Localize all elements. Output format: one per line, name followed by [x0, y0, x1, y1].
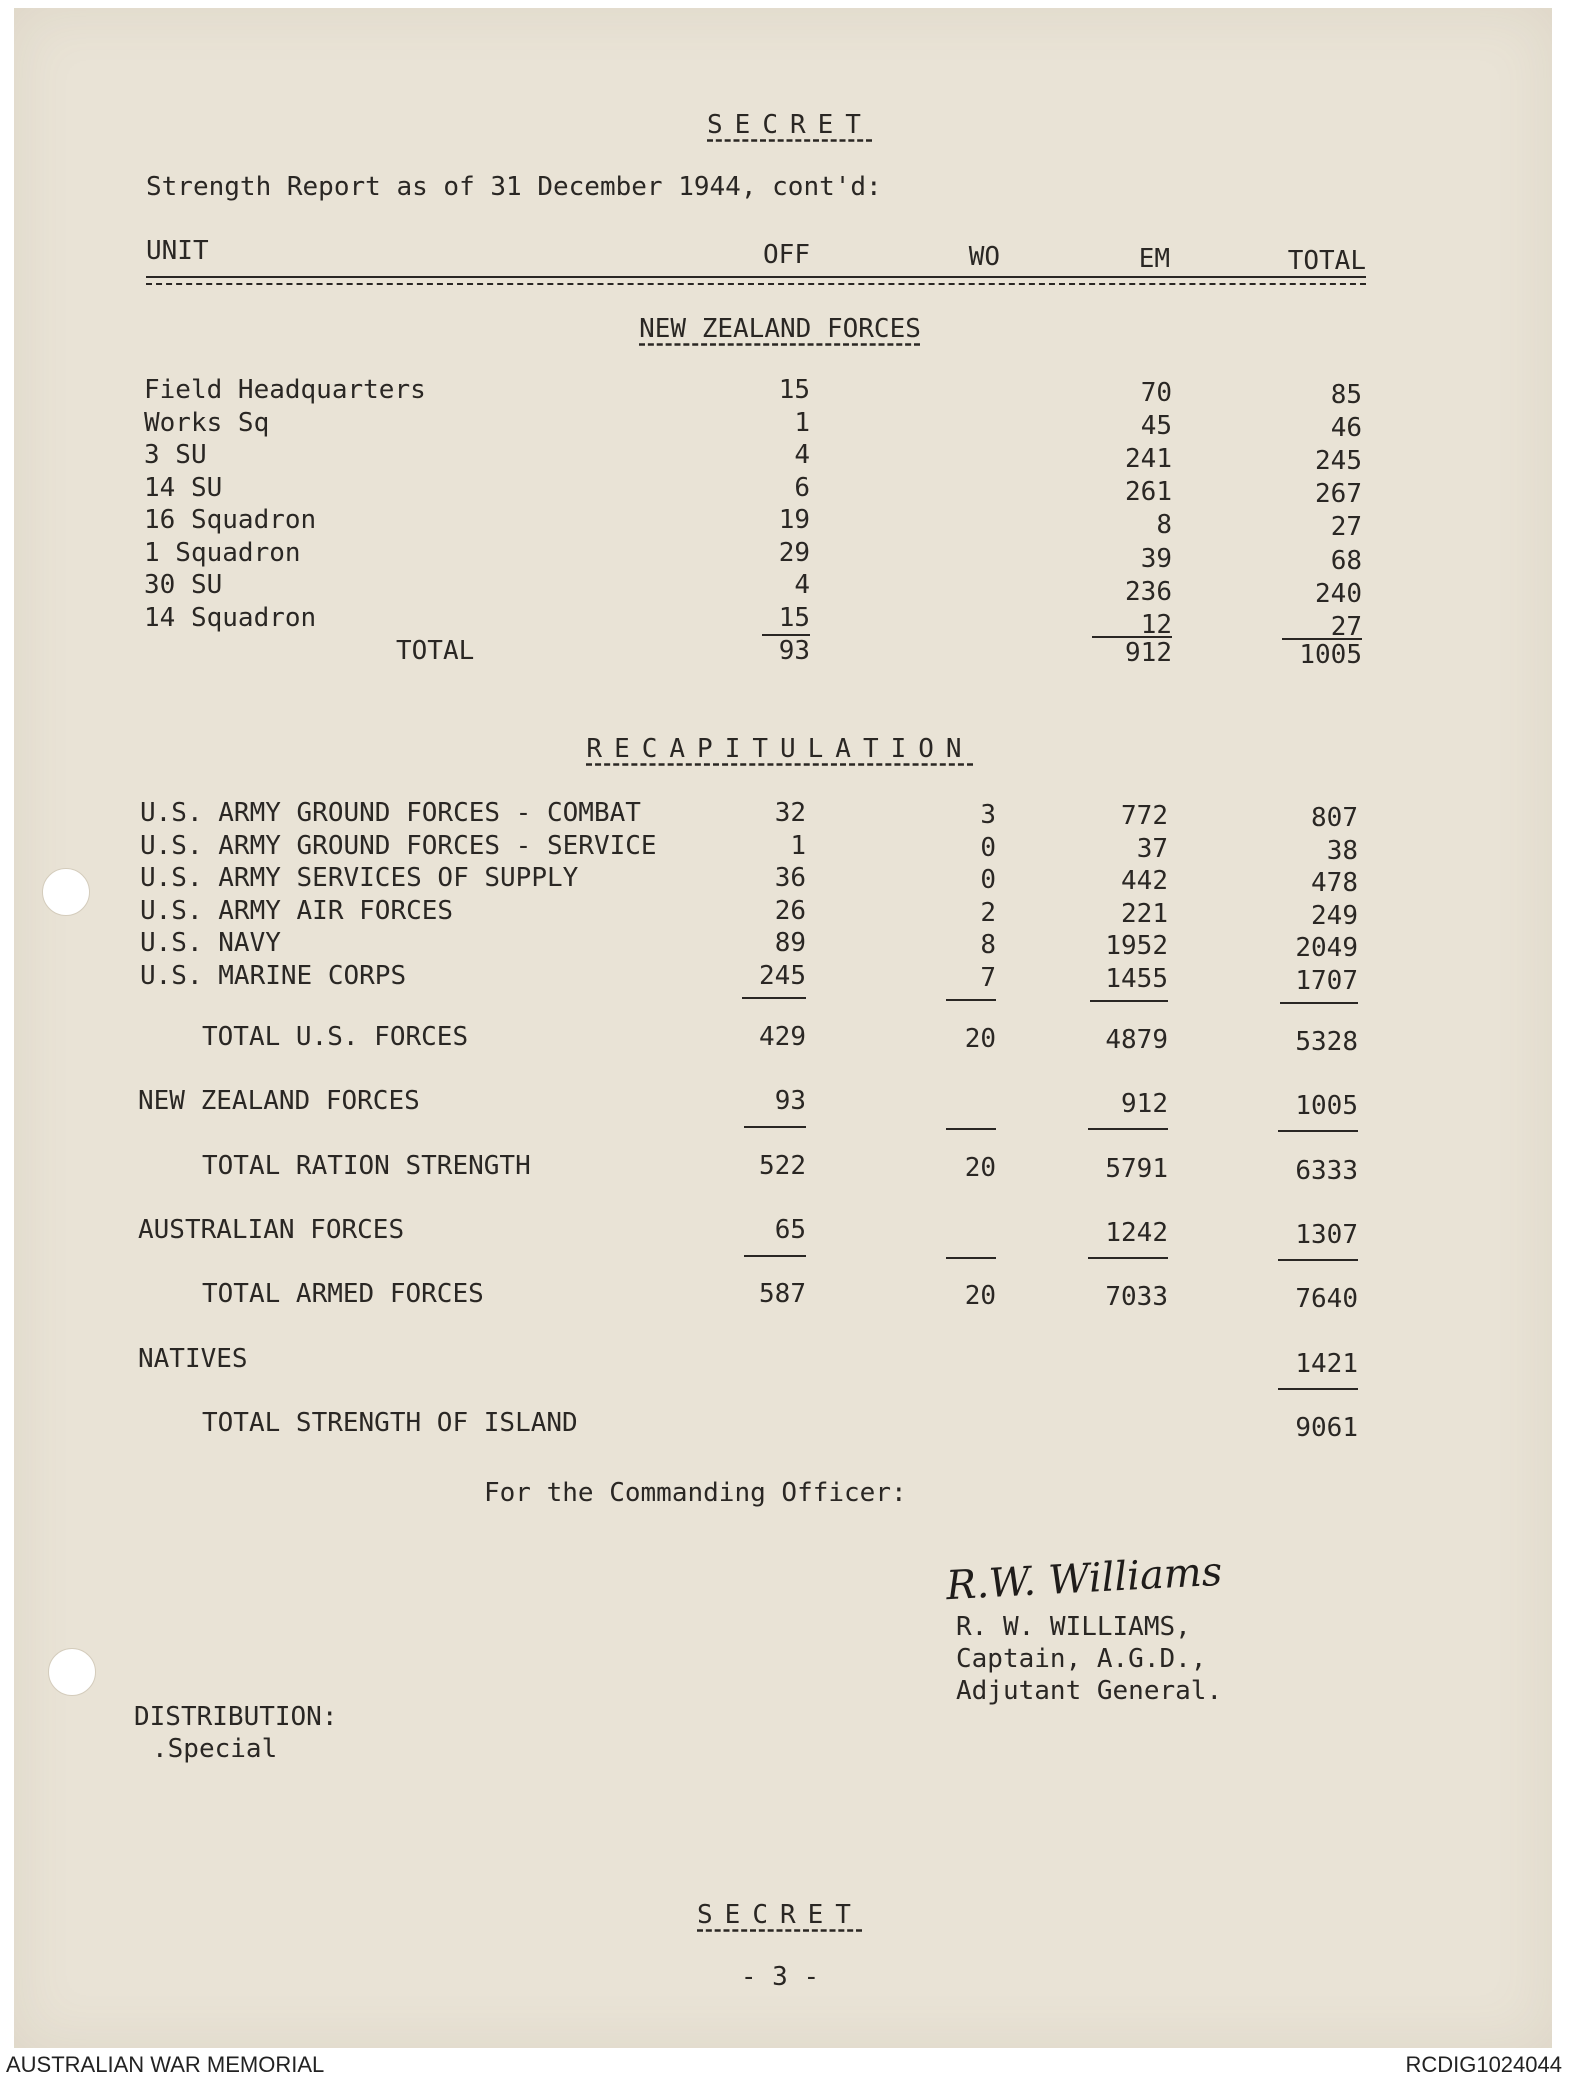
rule	[1088, 1128, 1168, 1130]
table-row-total: 249	[1311, 900, 1358, 931]
table-row-em: 236	[1125, 576, 1172, 607]
table-row-unit: 3 SU	[144, 440, 207, 470]
distribution-value: .Special	[152, 1734, 278, 1764]
table-row-unit: 1 Squadron	[144, 537, 301, 568]
summary-label: NEW ZEALAND FORCES	[138, 1086, 420, 1117]
table-row-wo: 0	[980, 832, 996, 863]
rule	[1088, 1257, 1168, 1259]
summary-label: TOTAL STRENGTH OF ISLAND	[202, 1407, 578, 1438]
summary-total: 5328	[1295, 1027, 1358, 1057]
summary-off: 429	[759, 1022, 806, 1052]
header-rule	[146, 276, 1366, 278]
table-row-off: 4	[794, 570, 810, 600]
table-row-unit: Works Sq	[144, 407, 270, 438]
summary-em: 912	[1121, 1089, 1168, 1120]
table-row-em: 45	[1140, 411, 1172, 442]
rule	[742, 997, 806, 999]
table-row-off: 15	[778, 375, 810, 405]
table-row-wo: 3	[980, 800, 996, 830]
table-row-unit: U.S. NAVY	[140, 928, 281, 958]
rule	[1278, 1388, 1358, 1390]
summary-total: 1307	[1295, 1219, 1358, 1250]
summary-label: TOTAL RATION STRENGTH	[202, 1150, 531, 1181]
summary-wo: 20	[964, 1152, 996, 1183]
table-row-wo: 7	[980, 962, 996, 993]
col-unit: UNIT	[146, 236, 209, 266]
table-row-unit: U.S. ARMY SERVICES OF SUPPLY	[140, 863, 579, 893]
report-title: Strength Report as of 31 December 1944, cont'd:	[146, 172, 882, 202]
table-row-total: 267	[1315, 479, 1362, 510]
table-row-unit: 16 Squadron	[144, 505, 317, 535]
col-wo: WO	[968, 242, 1000, 272]
table-row-off: 89	[774, 928, 806, 958]
table-row-em: 241	[1125, 444, 1172, 475]
table-row-total: 807	[1311, 803, 1358, 833]
table-row-off: 4	[794, 440, 810, 470]
table-row-off: 6	[794, 472, 810, 503]
summary-label: AUSTRALIAN FORCES	[138, 1214, 405, 1245]
header-rule	[146, 283, 1366, 285]
rule	[1278, 1259, 1358, 1261]
rule	[946, 1128, 996, 1130]
classification-top: SECRET	[707, 110, 873, 140]
summary-total: 7640	[1295, 1284, 1358, 1315]
table-row-em: 221	[1121, 898, 1168, 929]
table-row-total: 85	[1330, 380, 1362, 410]
signer-position: Adjutant General.	[956, 1676, 1223, 1706]
table-row-em: 261	[1125, 477, 1172, 508]
table-row-em: 8	[1156, 510, 1172, 541]
table-row-off: 245	[759, 960, 806, 991]
nz-total-em: 912	[1125, 638, 1172, 668]
table-row-total: 46	[1330, 413, 1362, 444]
table-row-em: 772	[1121, 801, 1168, 831]
recap-heading: RECAPITULATION	[586, 734, 974, 764]
table-row-total: 245	[1315, 446, 1362, 477]
summary-em: 4879	[1105, 1025, 1168, 1055]
rule	[1090, 1000, 1168, 1002]
table-row-total: 38	[1326, 835, 1358, 866]
table-row-off: 29	[778, 537, 810, 568]
summary-total: 1005	[1295, 1091, 1358, 1122]
archive-source: AUSTRALIAN WAR MEMORIAL	[6, 2052, 325, 2077]
table-row-off: 26	[774, 895, 806, 926]
summary-off: 522	[759, 1150, 806, 1181]
summary-off: 65	[774, 1214, 806, 1245]
rule	[946, 1257, 996, 1259]
summary-off: 587	[759, 1279, 806, 1310]
table-row-wo: 8	[980, 930, 996, 960]
rule	[1278, 1130, 1358, 1132]
table-row-unit: 14 SU	[144, 472, 223, 503]
summary-wo: 20	[964, 1024, 996, 1054]
table-row-total: 1707	[1295, 965, 1358, 996]
table-row-off: 1	[790, 830, 806, 861]
table-row-unit: U.S. ARMY GROUND FORCES - SERVICE	[140, 830, 657, 861]
table-row-em: 37	[1136, 833, 1168, 864]
table-row-total: 27	[1330, 512, 1362, 543]
table-row-em: 442	[1121, 866, 1168, 896]
table-row-em: 70	[1140, 378, 1172, 408]
summary-label: TOTAL U.S. FORCES	[202, 1022, 469, 1052]
page-number: - 3 -	[740, 1962, 820, 1992]
col-off: OFF	[763, 240, 810, 270]
table-row-em: 1952	[1105, 931, 1168, 961]
summary-total: 9061	[1295, 1412, 1358, 1443]
table-row-unit: U.S. ARMY AIR FORCES	[140, 895, 454, 926]
table-row-total: 68	[1330, 545, 1362, 576]
table-row-unit: U.S. ARMY GROUND FORCES - COMBAT	[140, 798, 641, 828]
table-row-wo: 2	[980, 897, 996, 928]
nz-total-total: 1005	[1299, 640, 1362, 670]
table-row-unit: 14 Squadron	[144, 602, 317, 633]
table-row-off: 32	[774, 798, 806, 828]
signer-name: R. W. WILLIAMS,	[956, 1612, 1191, 1642]
table-row-off: 15	[778, 602, 810, 633]
nz-total-label: TOTAL	[396, 636, 475, 666]
col-total: TOTAL	[1287, 246, 1366, 276]
rule	[1280, 1002, 1358, 1004]
nz-total-off: 93	[778, 636, 810, 666]
table-row-unit: Field Headquarters	[144, 375, 426, 405]
signer-rank: Captain, A.G.D.,	[956, 1644, 1207, 1674]
table-row-off: 36	[774, 863, 806, 893]
table-row-unit: U.S. MARINE CORPS	[140, 960, 407, 991]
rule	[946, 999, 996, 1001]
table-row-em: 1455	[1105, 963, 1168, 994]
table-row-em: 12	[1140, 609, 1172, 640]
rule	[744, 1255, 806, 1257]
punch-hole	[42, 868, 90, 916]
col-em: EM	[1138, 244, 1170, 274]
rule	[744, 1126, 806, 1128]
summary-label: TOTAL ARMED FORCES	[202, 1279, 484, 1310]
summary-total: 1421	[1295, 1348, 1358, 1379]
nz-heading: NEW ZEALAND FORCES	[639, 314, 921, 344]
summary-label: NATIVES	[138, 1343, 248, 1374]
summary-em: 5791	[1105, 1153, 1168, 1184]
handwritten-signature: R.W. Williams	[944, 1548, 1224, 1610]
summary-off: 93	[774, 1086, 806, 1117]
classification-bottom: SECRET	[697, 1900, 863, 1930]
archive-id: RCDIG1024044	[1405, 2052, 1562, 2077]
summary-em: 7033	[1105, 1282, 1168, 1313]
table-row-off: 1	[794, 407, 810, 438]
distribution-label: DISTRIBUTION:	[134, 1702, 338, 1732]
table-row-total: 27	[1330, 611, 1362, 642]
punch-hole	[48, 1648, 96, 1696]
summary-wo: 20	[964, 1281, 996, 1312]
table-row-total: 478	[1311, 868, 1358, 898]
table-row-total: 240	[1315, 578, 1362, 609]
table-row-wo: 0	[980, 865, 996, 895]
table-row-unit: 30 SU	[144, 570, 223, 600]
table-row-total: 2049	[1295, 933, 1358, 963]
table-row-em: 39	[1140, 543, 1172, 574]
table-row-off: 19	[778, 505, 810, 535]
for-commanding-officer: For the Commanding Officer:	[484, 1478, 907, 1508]
summary-em: 1242	[1105, 1217, 1168, 1248]
summary-total: 6333	[1295, 1155, 1358, 1186]
